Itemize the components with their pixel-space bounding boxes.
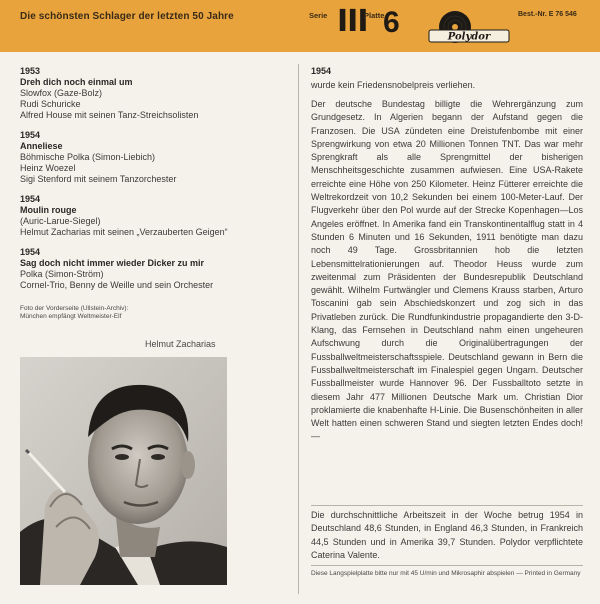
order-number: Best.-Nr. E 76 546 xyxy=(518,11,577,18)
track-artist: Sigi Stenford mit seinem Tanzorchester xyxy=(20,174,177,184)
track-3 xyxy=(20,194,228,238)
track-style: Polka (Simon-Ström) xyxy=(20,269,104,279)
footer-divider xyxy=(311,565,583,566)
photo-name: Helmut Zacharias xyxy=(145,339,216,349)
right-intro: wurde kein Friedensnobelpreis verliehen. xyxy=(311,80,476,90)
track-style: Slowfox (Gaze-Bolz) xyxy=(20,88,103,98)
header-band xyxy=(0,0,600,52)
track-year: 1953 xyxy=(20,66,41,76)
caption-line-2: München empfängt Weltmeister-Elf xyxy=(20,313,122,320)
track-title: Moulin rouge xyxy=(20,205,77,215)
track-composer: Heinz Woezel xyxy=(20,163,76,173)
work-hours-text: Die durchschnittliche Arbeitszeit in der Woche betrug 1954 in Deutschland 48,6 Stunden, in England 46,3 Stunden, in Frankreich 44,5 Stunden und in Amerika 39,7 Stunden. Polydor verpflichtete Caterina Valente. xyxy=(311,510,583,560)
portrait-illustration xyxy=(20,357,227,585)
platte-number: 6 xyxy=(383,6,400,39)
track-2 xyxy=(20,130,176,185)
portrait-photo xyxy=(20,357,227,585)
serie-number: III xyxy=(337,4,368,39)
logo-text: Polydor xyxy=(447,31,491,43)
track-1 xyxy=(20,66,198,121)
right-year: 1954 xyxy=(311,66,332,76)
track-style: Böhmische Polka (Simon-Liebich) xyxy=(20,152,156,162)
chronicle-text: Der deutsche Bundestag billigte die Wehrergänzung zum Grundgesetz. In Algerien begann der Aufstand gegen die Franzosen. Die USA zündeten eine Dreistufenbombe mit einer Sprengwirkung von etwa 20 Millionen Tonnen TNT. Das war mehr Sprengkraft als alle Sprengmittel der bisherigen Menschheitsgeschichte zusammen aufwiesen. Eine USA-Rakete erreichte eine Höhe von 250 Kilometer. Heinz Fütterer erreichte die Weltrekordzeit von 10,2 Sekunden bei einem 100-Meter-Lauf. Der Flugverkehr über den Pol wurde auf der Strecke Kopenhagen—Los Angeles eröffnet. In Amerika fand ein Transkontinentalflug statt in 4 Stunden 6 Minuten und 16 Sekunden, 1911 benötigte man dazu noch 49 Tage. Grossbritannien hob die letzten Lebensmittelrationierungen auf. Theodor Heuss wurde zum zweitenmal zum Präsidenten der Bundesrepublik Deutschland gewählt. Wilhelm Furtwängler und Clemens Krauss starben, Arturo Toscanini gab sein Abschiedskonzert und zog sich in das Privatleben zurück. Die Rundfunkindustrie propagandierte den 3-D-Klang, das Fernsehen in Deutschland nahm einen ungeheuren Aufschwung durch die Originalübertragungen der Fussballweltmeisterschaftsspiele. Deutschland gewann in Bern die Fussballweltmeisterschaft im Finalespiel gegen Ungarn. Deutscher Fussballmeister wurde Hannover 96. Der Fussballtoto setzte in diesem Jahr 477 Millionen Deutsche Mark um. Christian Dior proklamierte die knabenhafte H-Linie. Die Busenschönheiten in aller Welt hatten einen schweren Stand und siegten letzten Endes doch! — xyxy=(311,99,583,442)
track-style: (Auric-Larue-Siegel) xyxy=(20,216,101,226)
track-artist: Alfred House mit seinen Tanz-Streichsolisten xyxy=(20,110,199,120)
serie-label: Serie xyxy=(309,11,328,20)
track-title: Dreh dich noch einmal um xyxy=(20,77,133,87)
track-year: 1954 xyxy=(20,130,41,140)
track-composer: Rudi Schuricke xyxy=(20,99,81,109)
photo-caption xyxy=(20,305,128,321)
track-artist: Helmut Zacharias mit seinen „Verzauberten Geigen“ xyxy=(20,227,228,237)
playback-note: Diese Langspielplatte bitte nur mit 45 U/min und Mikrosaphir abspielen — Printed in Germany xyxy=(311,570,581,577)
platte-label: Platte xyxy=(364,11,385,20)
column-divider xyxy=(298,64,299,594)
track-4 xyxy=(20,247,213,291)
track-artist: Cornel-Trio, Benny de Weille und sein Orchester xyxy=(20,280,214,290)
caption-line-1: Foto der Vorderseite (Ullstein-Archiv): xyxy=(20,305,129,312)
track-year: 1954 xyxy=(20,247,41,257)
track-title: Sag doch nicht immer wieder Dicker zu mir xyxy=(20,258,205,268)
section-divider xyxy=(311,505,583,506)
polydor-logo xyxy=(425,10,513,44)
series-title: Die schönsten Schlager der letzten 50 Jahre xyxy=(20,11,234,22)
track-title: Anneliese xyxy=(20,141,63,151)
track-year: 1954 xyxy=(20,194,41,204)
